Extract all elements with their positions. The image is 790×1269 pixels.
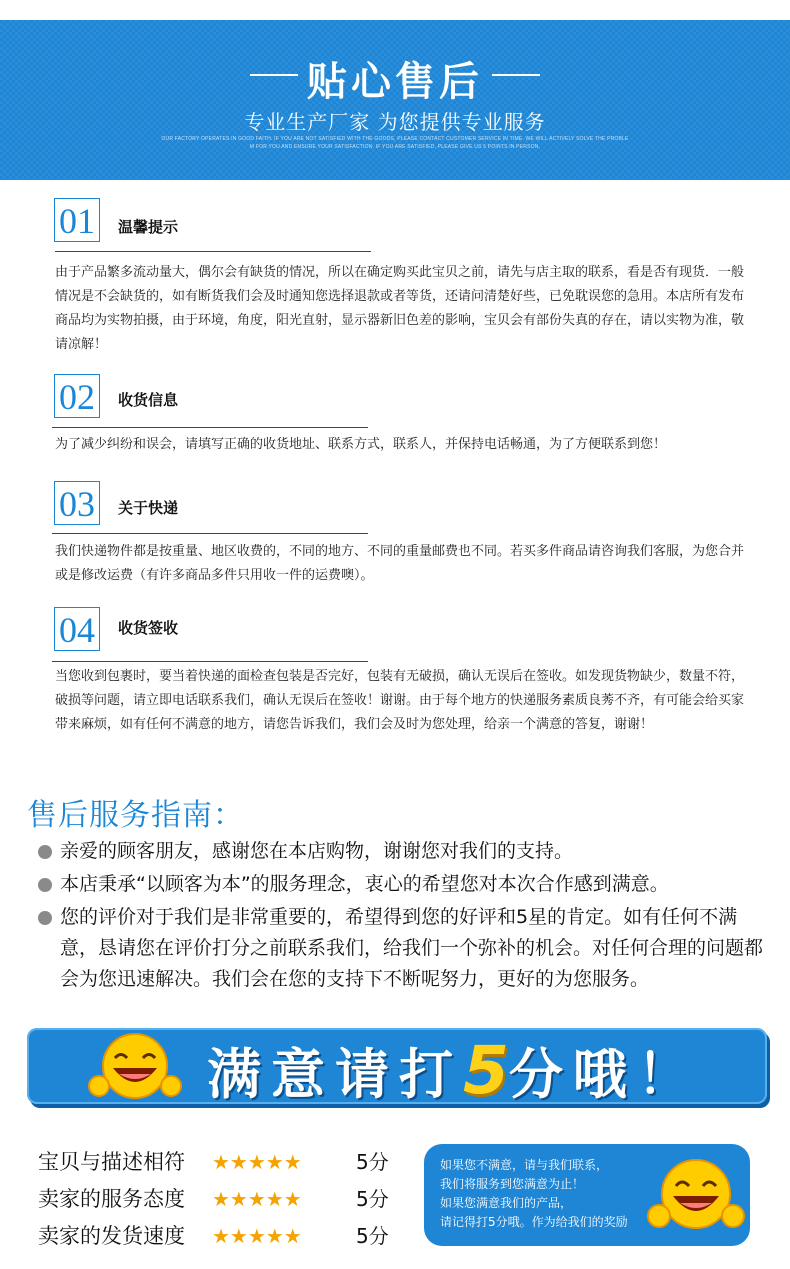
rating-label: 宝贝与描述相符: [38, 1150, 185, 1174]
section-number: 01: [54, 198, 100, 242]
section-title: 温馨提示: [118, 218, 179, 236]
banner-five: 5: [463, 1032, 509, 1109]
page-title: 贴心售后: [307, 59, 483, 105]
rating-score: 5分: [356, 1224, 389, 1248]
bullet-dot-icon: [38, 845, 52, 859]
guide-list: [38, 836, 768, 997]
section-number: 04: [54, 607, 100, 651]
rating-score: 5分: [356, 1150, 389, 1174]
guide-item-text: 您的评价对于我们是非常重要的，希望得到您的好评和5星的肯定。如有任何不满意，恳请您在评价打分之前联系我们，给我们一个弥补的机会。对任何合理的问题都会为您迅速解决。我们会在您的支持下不断呢努力，更好的为您服务。: [60, 906, 764, 990]
fine-print-line-2: M FOR YOU AND ENSURE YOUR SATISFACTION. IF YOU ARE SATISFIED, PLEASE GIVE US 5 POINTS IN PERSON.: [249, 144, 541, 150]
bullet-dot-icon: [38, 911, 52, 925]
bubble-text: [440, 1156, 628, 1232]
banner-text: [207, 1032, 701, 1109]
section-divider: [55, 251, 371, 252]
bubble-line: 如果您不满意，请与我们联系，: [440, 1158, 609, 1172]
section-body: 当您收到包裹时，要当着快递的面检查包装是否完好，包装有无破损，确认无误后在签收。如发现货物缺少，数量不符，破损等问题，请立即电话联系我们，确认无误后在签收！谢谢。由于每个地方的快递服务素质良莠不齐，有可能会给买家带来麻烦，如有任何不满意的地方，请您告诉我们，我们会及时为您处理，给亲一个满意的答复，谢谢！: [55, 669, 745, 732]
list-item: [38, 869, 768, 900]
banner-text-before: 满意请打: [207, 1043, 463, 1106]
list-item: [38, 902, 768, 995]
section-divider: [52, 661, 368, 662]
section-divider: [52, 427, 368, 428]
star-icon: ★★★★★: [212, 1224, 302, 1248]
bubble-line: 我们将服务到您满意为止！: [440, 1177, 585, 1191]
header-banner: [0, 20, 790, 180]
rating-label: 卖家的服务态度: [38, 1187, 185, 1211]
list-item: [38, 836, 768, 867]
fine-print-line-1: OUR FACTORY OPERATES IN GOOD FAITH. IF YOU ARE NOT SATISFIED WITH THE GOODS, PLEASE CONTACT CUSTOMER SERVICE IN TIME. WE WILL ACTIVELY SOLVE THE PROBLE: [161, 136, 629, 142]
section-body: 由于产品繁多流动量大，偶尔会有缺货的情况，所以在确定购买此宝贝之前，请先与店主取的联系，看是否有现货．一般情况是不会缺货的，如有断货我们会及时通知您选择退款或者等货，还请问清楚好些，已免耽误您的急用。本店所有发布商品均为实物拍摄，由于环境，角度，阳光直射，显示器新旧色差的影响，宝贝会有部份失真的存在，请以实物为准，敬请凉解！: [55, 265, 745, 352]
bullet-dot-icon: [38, 878, 52, 892]
bubble-line: 请记得打5分哦。作为给我们的奖励: [440, 1215, 628, 1229]
section-divider: [52, 533, 368, 534]
bubble-line: 如果您满意我们的产品，: [440, 1196, 573, 1210]
section-title: 收货信息: [118, 391, 179, 409]
section-number: 03: [54, 481, 100, 525]
star-icon: ★★★★★: [212, 1187, 302, 1211]
section-body: 我们快递物件都是按重量、地区收费的，不同的地方、不同的重量邮费也不同。若买多件商品请咨询我们客服，为您合并或是修改运费（有许多商品多件只用收一件的运费噢）。: [55, 544, 745, 583]
section-number: 02: [54, 374, 100, 418]
laughing-emoji-icon: [646, 1152, 746, 1238]
contact-bubble: [424, 1144, 750, 1246]
rate-five-banner: [27, 1028, 767, 1109]
laughing-emoji-icon: [87, 1028, 183, 1104]
list-item: [38, 1144, 398, 1181]
ratings-list: [38, 1144, 398, 1255]
section-body: 为了减少纠纷和误会，请填写正确的收货地址、联系方式，联系人，并保持电话畅通，为了方便联系到您！: [55, 437, 667, 452]
section-title: 关于快递: [118, 499, 179, 517]
section-title: 收货签收: [118, 619, 179, 637]
guide-item-text: 亲爱的顾客朋友，感谢您在本店购物，谢谢您对我们的支持。: [60, 840, 574, 862]
title-rule-right: [492, 74, 540, 76]
list-item: [38, 1218, 398, 1255]
guide-item-text: 本店秉承“以顾客为本”的服务理念，衷心的希望您对本次合作感到满意。: [60, 873, 669, 895]
star-icon: ★★★★★: [212, 1150, 302, 1174]
page-subtitle: 专业生产厂家 为您提供专业服务: [244, 110, 546, 134]
rating-label: 卖家的发货速度: [38, 1224, 185, 1248]
guide-title: 售后服务指南：: [27, 798, 244, 833]
rating-score: 5分: [356, 1187, 389, 1211]
banner-text-after: 分哦！: [508, 1043, 701, 1106]
list-item: [38, 1181, 398, 1218]
